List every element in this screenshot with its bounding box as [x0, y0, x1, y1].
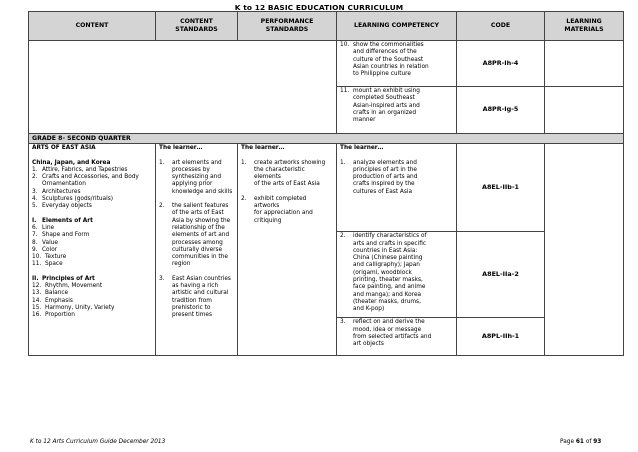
code-cell: A8PR-Ih-4 — [457, 41, 545, 87]
code-cell: A8EL-IIa-2 — [457, 232, 545, 318]
empty-cell — [238, 41, 337, 87]
content-subheading: China, Japan, and Korea — [32, 159, 111, 166]
performance-standards-heading: The learner… — [241, 145, 285, 152]
header-code: CODE — [457, 12, 545, 41]
curriculum-table — [28, 11, 624, 356]
header-content: CONTENT — [29, 12, 156, 41]
empty-cell — [238, 87, 337, 134]
materials-cell — [545, 87, 624, 134]
item-number: 11. — [340, 88, 350, 94]
empty-cell — [29, 41, 156, 87]
table-row — [29, 144, 624, 232]
header-learning-materials: LEARNING MATERIALS — [545, 12, 624, 41]
elements-heading: I. Elements of Art — [32, 217, 93, 224]
header-performance-standards: PERFORMANCE STANDARDS — [238, 12, 337, 41]
competency-cell: 10. show the commonalities and differences of the culture of the Southeast Asian countries in relation to Philippine culture — [337, 41, 457, 87]
header-content-standards: CONTENT STANDARDS — [156, 12, 238, 41]
document-title: K to 12 BASIC EDUCATION CURRICULUM — [234, 3, 404, 12]
competency-cell: The learner… 1. analyze elements and principles of art in the production of arts and crafts inspired by the cultures of East Asia — [337, 144, 457, 232]
header-row — [29, 12, 624, 41]
content-cell: ARTS OF EAST ASIA China, Japan, and Korea 1. Attire, Fabrics, and Tapestries 2. Crafts and Accessories, and Body Ornamentation 3. Architectures 4. Sculptures (gods/rituals) 5. Everyday objects I. Elements of Art 6. Line 7. Shape and Form 8. Value 9. Color 10. Texture 11. Space II. Principles of Art 12. Rhythm, Movement 13. Balance 14. Emphasis 15. Harmony, Unity, Variety 16. Proportion — [29, 144, 156, 356]
table-row — [29, 87, 624, 134]
table-row — [29, 41, 624, 87]
competency-cell: 2. identify characteristics of arts and crafts in specific countries in East Asia: China (Chinese painting and calligraphy); Japan (origami, woodblock printing, theater masks, face painting, and anime and manga); and Korea (theater masks, drums, and K-pop) — [337, 232, 457, 318]
grade-label: GRADE 8- SECOND QUARTER — [29, 134, 624, 144]
code-cell: A8EL-IIb-1 — [457, 144, 545, 232]
competency-cell: 11. mount an exhibit using completed Southeast Asian-inspired arts and crafts in an organized manner — [337, 87, 457, 134]
principles-heading: II. Principles of Art — [32, 275, 95, 282]
competency-cell: 3. reflect on and derive the mood, idea or message from selected artifacts and art objects — [337, 318, 457, 356]
empty-cell — [156, 41, 238, 87]
footer-guide-title: K to 12 Arts Curriculum Guide December 2013 — [30, 439, 166, 445]
code-cell: A8PL-IIh-1 — [457, 318, 545, 356]
materials-cell — [545, 144, 624, 356]
content-standards-heading: The learner… — [159, 145, 203, 152]
performance-standards-cell: The learner… 1. create artworks showing the characteristic elements of the arts of East Asia 2. exhibit completed artworks for appreciation and critiquing — [238, 144, 337, 356]
header-learning-competency: LEARNING COMPETENCY — [337, 12, 457, 41]
content-heading: ARTS OF EAST ASIA — [32, 145, 96, 152]
content-standards-cell: The learner… 1. art elements and processes by synthesizing and applying prior knowledge and skills 2. the salient features of the arts of East Asia by showing the relationship of the elements of art and processes among culturally diverse communities in the region 3. East Asian countries as having a rich artistic and cultural tradition from prehistoric to present times — [156, 144, 238, 356]
grade-row — [29, 134, 624, 144]
item-number: 10. — [340, 42, 350, 48]
code-cell: A8PR-Ig-5 — [457, 87, 545, 134]
competency-heading: The learner… — [340, 145, 384, 152]
empty-cell — [29, 87, 156, 134]
footer-page-number: Page 61 of 93 — [560, 439, 602, 445]
empty-cell — [156, 87, 238, 134]
materials-cell — [545, 41, 624, 87]
